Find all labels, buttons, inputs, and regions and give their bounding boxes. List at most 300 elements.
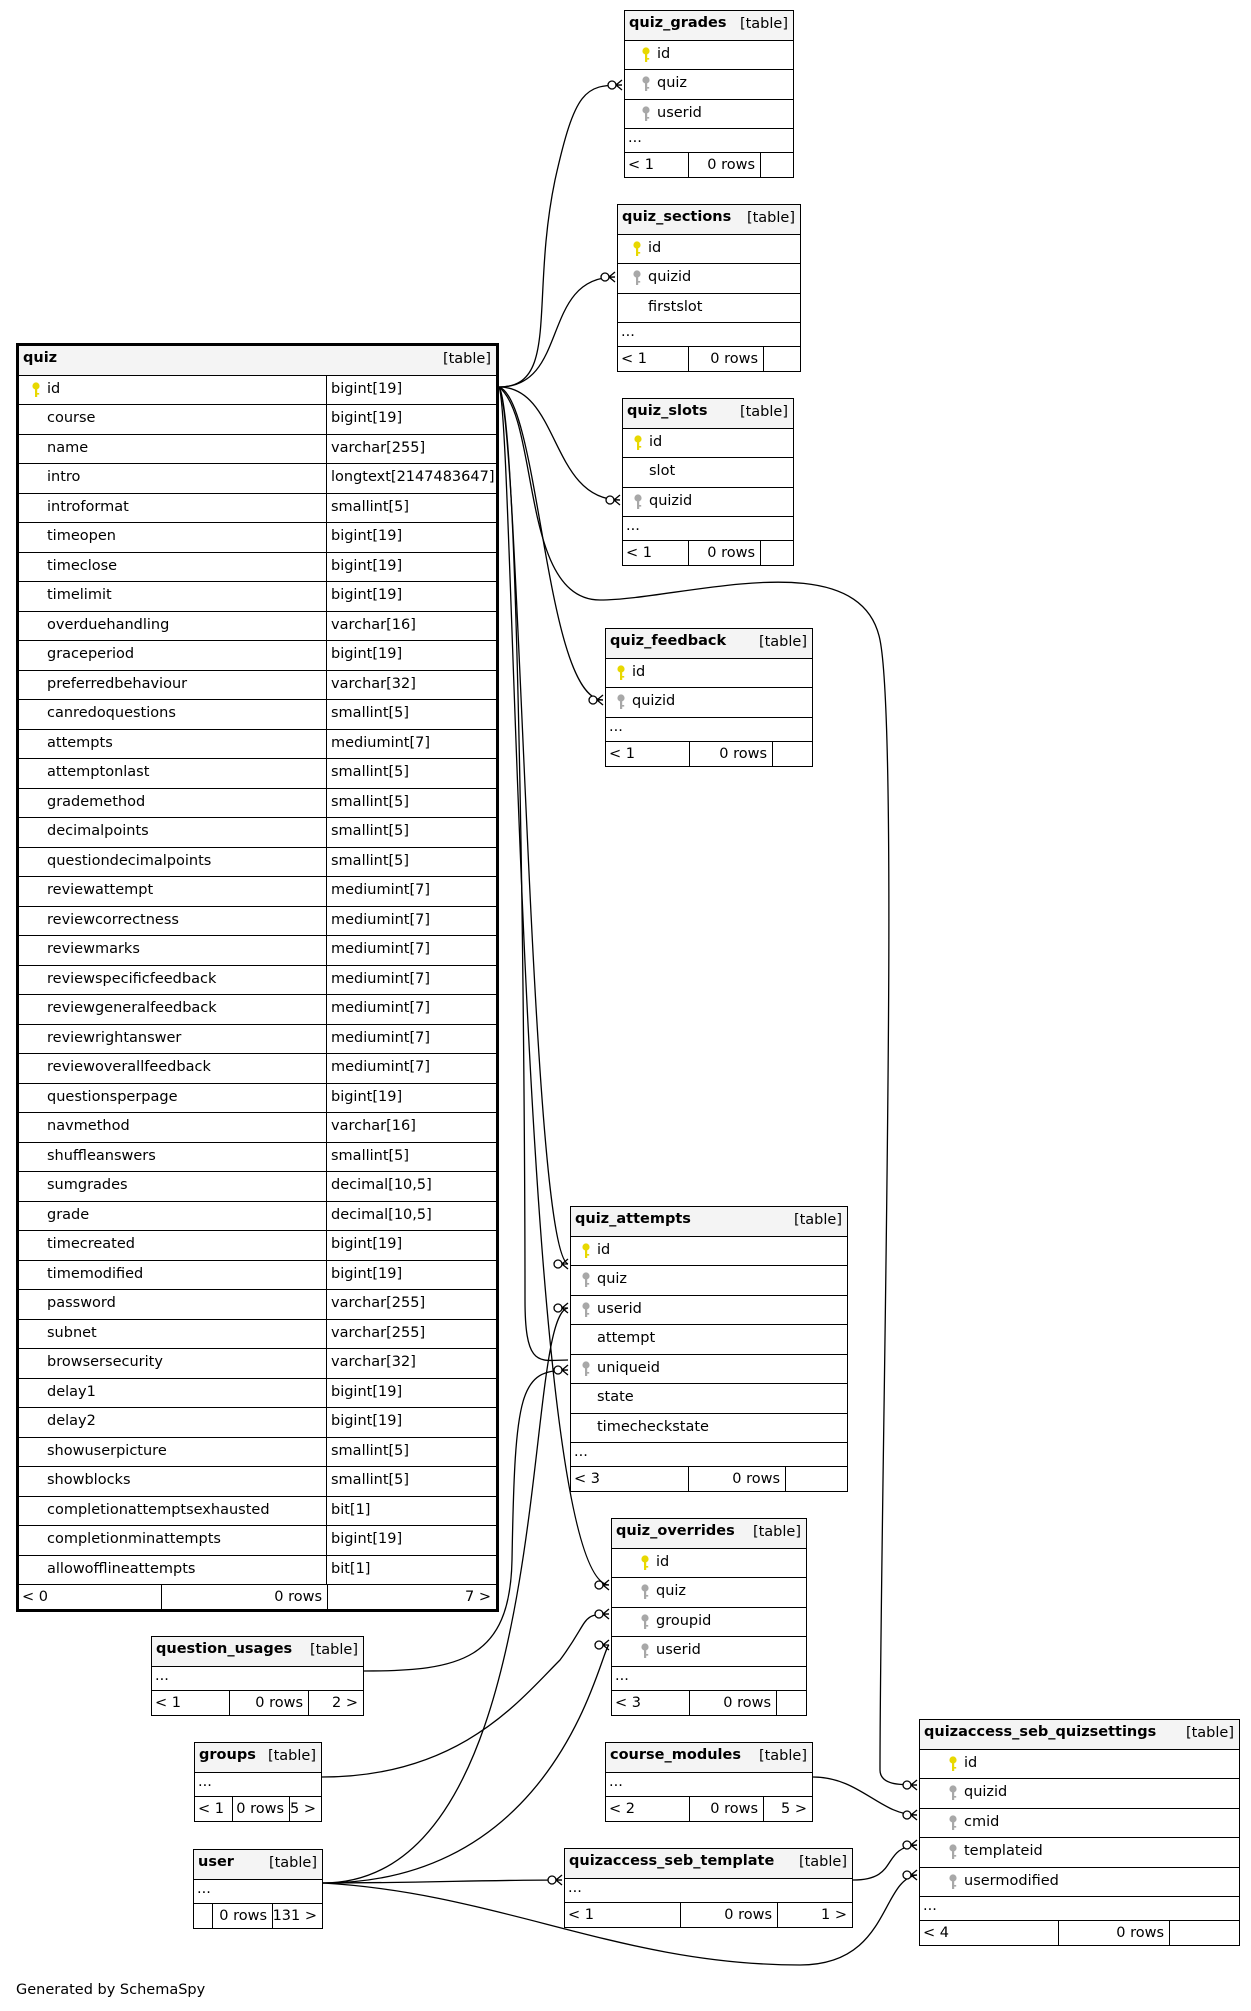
column-name[interactable]: shuffleanswers (47, 1147, 156, 1164)
column-name[interactable]: userid (597, 1300, 642, 1317)
column-row[interactable] (19, 848, 496, 878)
column-row[interactable] (920, 1868, 1239, 1898)
column-name[interactable]: completionminattempts (47, 1531, 221, 1547)
optional-marker (548, 1876, 556, 1884)
column-name[interactable]: name (47, 439, 89, 456)
table-header[interactable] (194, 1850, 322, 1880)
foreign-key-icon (641, 106, 651, 122)
column-name[interactable]: state (597, 1389, 634, 1405)
column-name[interactable]: timecheckstate (597, 1418, 709, 1435)
optional-marker (601, 273, 609, 281)
column-row[interactable] (19, 1290, 496, 1320)
column-name[interactable]: preferredbehaviour (47, 675, 188, 692)
parents-count[interactable]: < 1 (626, 545, 652, 561)
table-header[interactable] (625, 11, 793, 41)
column-name[interactable]: questionsperpage (47, 1088, 178, 1105)
table-name[interactable]: quizaccess_seb_template (569, 1853, 775, 1869)
column-name[interactable]: course (47, 410, 96, 426)
column-row[interactable] (19, 995, 496, 1025)
primary-key-icon (948, 1756, 958, 1772)
column-row[interactable] (19, 641, 496, 671)
column-name[interactable]: attempts (47, 734, 113, 751)
column-name[interactable]: password (47, 1295, 116, 1311)
children-count[interactable]: 131 > (272, 1907, 317, 1924)
column-name[interactable]: grade (47, 1206, 90, 1223)
table-footer (606, 1797, 812, 1821)
optional-marker (554, 1304, 562, 1312)
column-name[interactable]: reviewgeneralfeedback (47, 1000, 217, 1016)
table-header[interactable] (618, 205, 800, 235)
table-quiz[interactable] (16, 343, 499, 1612)
foreign-key-icon (948, 1815, 958, 1831)
primary-key-icon (31, 382, 41, 398)
column-name[interactable]: slot (649, 463, 676, 479)
column-row[interactable] (19, 671, 496, 701)
column-name[interactable]: quizid (632, 693, 676, 709)
table-footer (612, 1691, 806, 1715)
column-row[interactable] (618, 235, 800, 265)
column-name[interactable]: timemodified (47, 1265, 144, 1282)
column-row[interactable] (612, 1637, 806, 1667)
table-footer (565, 1903, 852, 1927)
table-header[interactable] (606, 1743, 812, 1773)
column-name[interactable]: reviewcorrectness (47, 911, 179, 928)
column-row[interactable] (625, 70, 793, 100)
column-name[interactable]: id (649, 433, 663, 450)
column-row[interactable] (19, 1025, 496, 1055)
column-name[interactable]: id (632, 663, 646, 680)
table-type: [table] (798, 1854, 847, 1870)
column-row[interactable] (606, 688, 812, 718)
table-header[interactable] (606, 629, 812, 659)
column-row[interactable] (19, 936, 496, 966)
column-row[interactable] (19, 1497, 496, 1527)
column-name[interactable]: reviewmarks (47, 941, 140, 957)
column-name[interactable]: quizid (964, 1784, 1008, 1800)
table-name[interactable]: quiz (23, 350, 58, 366)
column-row[interactable] (19, 494, 496, 524)
more-columns[interactable]: ... (606, 1773, 812, 1797)
table-quiz-overrides[interactable] (611, 1518, 807, 1716)
column-name[interactable]: timecreated (47, 1236, 135, 1252)
table-name[interactable]: course_modules (610, 1747, 741, 1763)
table-header[interactable] (920, 1720, 1239, 1750)
column-row[interactable] (19, 966, 496, 996)
column-row[interactable] (19, 789, 496, 819)
column-row[interactable] (625, 100, 793, 130)
column-type: mediumint[7] (326, 995, 430, 1025)
column-type: bit[1] (326, 1556, 370, 1586)
children-count[interactable]: 2 > (332, 1694, 358, 1711)
column-row[interactable] (19, 523, 496, 553)
column-name[interactable]: navmethod (47, 1118, 130, 1134)
column-row[interactable] (606, 659, 812, 689)
column-row[interactable] (612, 1549, 806, 1579)
parents-count[interactable]: < 1 (621, 351, 647, 367)
column-type: bigint[19] (326, 1084, 402, 1114)
optional-marker (606, 496, 614, 504)
foreign-key-icon (581, 1302, 591, 1318)
relationship-edge (499, 387, 568, 1360)
table-name[interactable]: quiz_sections (622, 209, 732, 225)
column-row[interactable] (19, 1084, 496, 1114)
table-quizaccess-seb-quizsettings[interactable] (919, 1719, 1240, 1946)
more-columns[interactable]: ... (625, 129, 793, 153)
table-footer (19, 1585, 496, 1609)
column-name[interactable]: timeclose (47, 557, 118, 574)
optional-marker (595, 1641, 603, 1649)
more-columns[interactable]: ... (565, 1879, 852, 1903)
column-row[interactable] (571, 1237, 847, 1267)
column-row[interactable] (19, 405, 496, 435)
parents-count[interactable]: < 1 (628, 157, 654, 173)
column-type: bigint[19] (326, 553, 402, 583)
column-name[interactable]: uniqueid (597, 1359, 660, 1376)
column-row[interactable] (571, 1355, 847, 1385)
more-columns[interactable]: ... (612, 1667, 806, 1691)
relationship-edge (499, 387, 620, 500)
parents-count[interactable]: < 1 (568, 1906, 594, 1923)
column-type: bit[1] (326, 1497, 370, 1527)
column-type: bigint[19] (326, 1231, 402, 1261)
column-row[interactable] (19, 612, 496, 642)
column-type: mediumint[7] (326, 966, 430, 996)
column-name[interactable]: usermodified (964, 1872, 1059, 1889)
column-name[interactable]: id (964, 1754, 978, 1771)
column-type: decimal[10,5] (326, 1172, 432, 1202)
column-row[interactable] (920, 1809, 1239, 1839)
column-type: varchar[255] (326, 1290, 425, 1320)
more-columns[interactable]: ... (920, 1897, 1239, 1921)
column-row[interactable] (19, 907, 496, 937)
column-row[interactable] (612, 1578, 806, 1608)
parents-count[interactable]: < 1 (198, 1800, 224, 1817)
column-row[interactable] (571, 1296, 847, 1326)
column-name[interactable]: questiondecimalpoints (47, 852, 212, 869)
column-row[interactable] (19, 1113, 496, 1143)
column-row[interactable] (623, 429, 793, 459)
table-course-modules[interactable] (605, 1742, 813, 1822)
more-columns[interactable]: ... (195, 1773, 321, 1797)
row-count: 0 rows (719, 745, 767, 762)
column-type: decimal[10,5] (326, 1202, 432, 1232)
optional-marker (608, 81, 616, 89)
column-row[interactable] (920, 1779, 1239, 1809)
optional-marker (903, 1841, 911, 1849)
column-row[interactable] (19, 464, 496, 494)
table-type: [table] (752, 1524, 801, 1540)
table-type: [table] (267, 1748, 316, 1764)
column-row[interactable] (571, 1384, 847, 1414)
optional-marker (589, 696, 597, 704)
row-count: 0 rows (724, 1906, 772, 1923)
row-count: 0 rows (1116, 1925, 1164, 1941)
table-name[interactable]: quiz_overrides (616, 1523, 735, 1539)
column-name[interactable]: cmid (964, 1813, 1000, 1830)
column-name[interactable]: grademethod (47, 793, 146, 810)
crowfoot-marker (911, 1780, 917, 1790)
column-row[interactable] (19, 1202, 496, 1232)
column-type: smallint[5] (326, 494, 409, 524)
column-type: bigint[19] (326, 1379, 402, 1409)
column-row[interactable] (920, 1750, 1239, 1780)
crowfoot-marker (603, 1609, 609, 1619)
table-footer (195, 1797, 321, 1821)
crowfoot-marker (911, 1810, 917, 1820)
crowfoot-marker (911, 1840, 917, 1850)
column-row[interactable] (623, 488, 793, 518)
table-user[interactable] (193, 1849, 323, 1929)
column-name[interactable]: attemptonlast (47, 764, 150, 780)
row-count: 0 rows (710, 351, 758, 367)
column-row[interactable] (571, 1414, 847, 1444)
column-type: bigint[19] (326, 405, 402, 435)
table-name[interactable]: quiz_grades (629, 15, 727, 31)
column-name[interactable]: templateid (964, 1843, 1043, 1859)
column-row[interactable] (19, 1054, 496, 1084)
column-type: varchar[32] (326, 671, 416, 701)
table-question-usages[interactable] (151, 1636, 364, 1716)
foreign-key-icon (581, 1361, 591, 1377)
more-columns[interactable]: ... (194, 1880, 322, 1904)
table-name[interactable]: user (198, 1854, 234, 1870)
row-count: 0 rows (723, 1694, 771, 1711)
column-row[interactable] (618, 294, 800, 324)
table-footer (571, 1467, 847, 1491)
column-name[interactable]: id (597, 1241, 611, 1258)
table-groups[interactable] (194, 1742, 322, 1822)
column-type: mediumint[7] (326, 907, 430, 937)
crowfoot-marker (603, 1580, 609, 1590)
column-type: bigint[19] (326, 582, 402, 612)
more-columns[interactable]: ... (152, 1667, 363, 1691)
column-row[interactable] (19, 1408, 496, 1438)
optional-marker (595, 1581, 603, 1589)
more-columns[interactable]: ... (571, 1443, 847, 1467)
column-row[interactable] (19, 1172, 496, 1202)
table-name[interactable]: question_usages (156, 1641, 293, 1657)
table-name[interactable]: quizaccess_seb_quizsettings (924, 1724, 1157, 1740)
column-row[interactable] (571, 1266, 847, 1296)
foreign-key-icon (633, 494, 643, 510)
column-name[interactable]: quizid (649, 492, 693, 509)
column-type: smallint[5] (326, 789, 409, 819)
primary-key-icon (581, 1243, 591, 1259)
table-quiz-sections[interactable] (617, 204, 801, 372)
parents-count[interactable]: < 1 (609, 745, 635, 762)
relationship-edge (813, 1777, 917, 1815)
primary-key-icon (633, 435, 643, 451)
more-columns[interactable]: ... (606, 718, 812, 742)
column-name[interactable]: firstslot (648, 298, 703, 315)
column-name[interactable]: timelimit (47, 587, 112, 603)
parents-count[interactable]: < 4 (923, 1925, 949, 1941)
row-count: 0 rows (236, 1800, 284, 1817)
table-header[interactable] (195, 1743, 321, 1773)
parents-count[interactable]: < 0 (22, 1589, 48, 1605)
column-row[interactable] (19, 1526, 496, 1556)
primary-key-icon (641, 47, 651, 63)
table-header[interactable] (623, 399, 793, 429)
column-row[interactable] (623, 458, 793, 488)
column-type: bigint[19] (326, 1408, 402, 1438)
column-name[interactable]: browsersecurity (47, 1354, 163, 1370)
column-type: smallint[5] (326, 818, 409, 848)
column-row[interactable] (19, 818, 496, 848)
column-name[interactable]: userid (657, 104, 702, 121)
row-count: 0 rows (255, 1694, 303, 1711)
foreign-key-icon (581, 1272, 591, 1288)
column-row[interactable] (19, 700, 496, 730)
table-header[interactable] (19, 346, 496, 376)
column-row[interactable] (19, 435, 496, 465)
column-name[interactable]: userid (656, 1642, 701, 1658)
column-type: mediumint[7] (326, 1054, 430, 1084)
table-quiz-attempts[interactable] (570, 1206, 848, 1492)
primary-key-icon (616, 665, 626, 681)
parents-count[interactable]: < 1 (155, 1694, 181, 1711)
column-type: smallint[5] (326, 1143, 409, 1173)
table-footer (606, 742, 812, 766)
column-name[interactable]: reviewattempt (47, 882, 154, 898)
table-footer (618, 347, 800, 371)
column-name[interactable]: id (656, 1553, 670, 1570)
column-name[interactable]: introformat (47, 498, 129, 515)
column-name[interactable]: canredoquestions (47, 705, 176, 721)
more-columns[interactable]: ... (618, 323, 800, 347)
column-row[interactable] (625, 41, 793, 71)
column-row[interactable] (571, 1325, 847, 1355)
column-row[interactable] (19, 1320, 496, 1350)
table-quiz-feedback[interactable] (605, 628, 813, 767)
column-row[interactable] (19, 1231, 496, 1261)
table-type: [table] (442, 351, 491, 367)
column-row[interactable] (19, 582, 496, 612)
parents-count[interactable]: < 3 (574, 1471, 600, 1487)
column-type: bigint[19] (326, 641, 402, 671)
column-row[interactable] (19, 1261, 496, 1291)
column-row[interactable] (19, 730, 496, 760)
column-row[interactable] (19, 553, 496, 583)
table-name[interactable]: groups (199, 1747, 256, 1763)
column-type: mediumint[7] (326, 1025, 430, 1055)
table-footer (920, 1921, 1239, 1945)
table-header[interactable] (565, 1849, 852, 1879)
row-count: 0 rows (707, 157, 755, 173)
column-row[interactable] (19, 759, 496, 789)
column-name[interactable]: id (657, 45, 671, 62)
children-count[interactable]: 7 > (465, 1589, 491, 1605)
table-type: [table] (309, 1642, 358, 1658)
column-name[interactable]: quizid (648, 269, 692, 285)
table-type: [table] (1185, 1725, 1234, 1741)
column-type: smallint[5] (326, 1438, 409, 1468)
column-row[interactable] (618, 264, 800, 294)
column-type: longtext[2147483647] (326, 464, 494, 494)
column-row[interactable] (19, 1556, 496, 1586)
foreign-key-icon (640, 1643, 650, 1659)
column-type: varchar[32] (326, 1349, 416, 1379)
column-name[interactable]: showblocks (47, 1472, 131, 1488)
foreign-key-icon (632, 270, 642, 286)
column-name[interactable]: reviewoverallfeedback (47, 1059, 211, 1075)
column-name[interactable]: overduehandling (47, 616, 170, 633)
parents-count[interactable]: < 3 (615, 1694, 641, 1711)
more-columns[interactable]: ... (623, 517, 793, 541)
column-name[interactable]: reviewspecificfeedback (47, 970, 217, 987)
column-name[interactable]: completionattemptsexhausted (47, 1501, 270, 1518)
table-type: [table] (793, 1212, 842, 1228)
children-count[interactable]: 1 > (821, 1906, 847, 1923)
optional-marker (554, 1366, 562, 1374)
column-name[interactable]: quiz (597, 1271, 628, 1287)
column-name[interactable]: graceperiod (47, 646, 135, 662)
crowfoot-marker (597, 695, 603, 705)
column-row[interactable] (19, 1349, 496, 1379)
column-name[interactable]: quiz (657, 75, 688, 91)
column-name[interactable]: decimalpoints (47, 823, 149, 839)
table-quiz-grades[interactable] (624, 10, 794, 178)
column-name[interactable]: delay1 (47, 1383, 96, 1400)
column-name[interactable]: delay2 (47, 1413, 96, 1429)
column-name[interactable]: sumgrades (47, 1177, 128, 1193)
column-row[interactable] (19, 1379, 496, 1409)
relationship-edge (322, 1614, 609, 1777)
column-row[interactable] (19, 1467, 496, 1497)
table-header[interactable] (612, 1519, 806, 1549)
column-name[interactable]: timeopen (47, 528, 116, 544)
table-footer (152, 1691, 363, 1715)
table-footer (194, 1904, 322, 1928)
column-name[interactable]: showuserpicture (47, 1442, 167, 1459)
children-count[interactable]: 5 > (290, 1800, 316, 1817)
crowfoot-marker (911, 1870, 917, 1880)
column-type: smallint[5] (326, 1467, 409, 1497)
column-name[interactable]: groupid (656, 1612, 712, 1629)
table-footer (623, 541, 793, 565)
column-name[interactable]: id (648, 239, 662, 256)
column-row[interactable] (19, 877, 496, 907)
table-quizaccess-seb-template[interactable] (564, 1848, 853, 1928)
column-row[interactable] (19, 1143, 496, 1173)
column-name[interactable]: intro (47, 469, 81, 485)
table-quiz-slots[interactable] (622, 398, 794, 566)
column-row[interactable] (612, 1608, 806, 1638)
column-row[interactable] (920, 1838, 1239, 1868)
column-name[interactable]: allowofflineattempts (47, 1560, 196, 1577)
children-count[interactable]: 5 > (781, 1800, 807, 1817)
column-type: varchar[255] (326, 435, 425, 465)
column-row[interactable] (19, 1438, 496, 1468)
crowfoot-marker (556, 1875, 562, 1885)
column-name[interactable]: attempt (597, 1330, 656, 1346)
column-name[interactable]: quiz (656, 1583, 687, 1599)
parents-count[interactable]: < 2 (609, 1800, 635, 1817)
table-header[interactable] (152, 1637, 363, 1667)
relationship-edge (499, 85, 622, 387)
column-row[interactable] (19, 376, 496, 406)
column-type: varchar[16] (326, 612, 416, 642)
table-type: [table] (739, 404, 788, 420)
table-name[interactable]: quiz_feedback (610, 633, 727, 649)
column-name[interactable]: reviewrightanswer (47, 1029, 182, 1046)
column-name[interactable]: id (47, 380, 61, 397)
table-name[interactable]: quiz_slots (627, 403, 708, 419)
generated-by-footer: Generated by SchemaSpy (16, 1982, 206, 1998)
table-name[interactable]: quiz_attempts (575, 1211, 691, 1227)
table-header[interactable] (571, 1207, 847, 1237)
column-name[interactable]: subnet (47, 1324, 97, 1341)
